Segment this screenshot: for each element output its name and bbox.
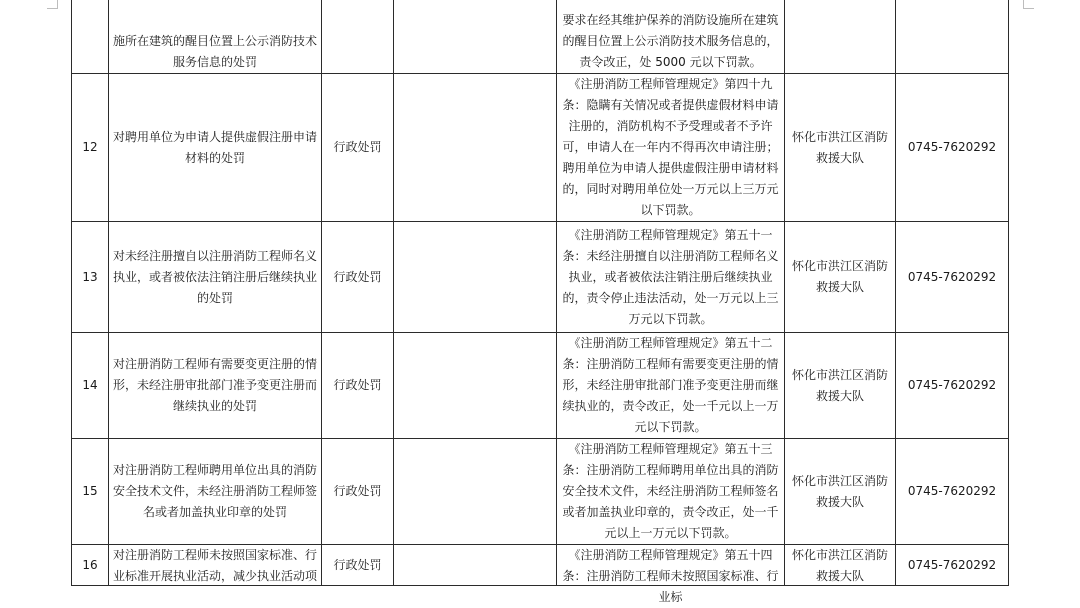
penalty-table bbox=[71, 0, 1009, 604]
page-corner-mark-right-h bbox=[1023, 8, 1034, 9]
page-corner-mark-left-h bbox=[47, 8, 58, 9]
item-name-cell bbox=[109, 545, 322, 586]
phone: 0745-7620292 bbox=[896, 333, 1009, 439]
row-number: 13 bbox=[72, 222, 109, 333]
agency-cell bbox=[785, 0, 896, 74]
row-number: 12 bbox=[72, 74, 109, 222]
blank-cell bbox=[394, 74, 557, 222]
item-name: 对注册消防工程师有需要变更注册的情形，未经注册审批部门准予变更注册而继续执业的处罚 bbox=[109, 333, 322, 439]
item-name: 对未经注册擅自以注册消防工程师名义执业，或者被依法注销注册后继续执业的处罚 bbox=[109, 222, 322, 333]
page-corner-mark-right bbox=[1023, 0, 1024, 8]
row-number: 16 bbox=[72, 545, 109, 586]
agency-cell bbox=[785, 545, 896, 586]
category: 行政处罚 bbox=[322, 74, 394, 222]
row-number bbox=[72, 0, 109, 74]
blank-cell bbox=[394, 222, 557, 333]
blank-cell bbox=[394, 439, 557, 545]
legal-basis-cell bbox=[557, 545, 785, 604]
table-row bbox=[72, 0, 1009, 74]
legal-basis: 《注册消防工程师管理规定》第五十二条：注册消防工程师有需要变更注册的情形，未经注册审批部门准予变更注册而继续执业的，责令改正，处一千元以上一万元以下罚款。 bbox=[557, 333, 785, 439]
legal-basis: 《注册消防工程师管理规定》第五十三条：注册消防工程师聘用单位出具的消防安全技术文件，未经注册消防工程师签名或者加盖执业印章的，责令改正，处一千元以上一万元以下罚款。 bbox=[557, 439, 785, 545]
table-row bbox=[72, 74, 1009, 222]
item-name: 施所在建筑的醒目位置上公示消防技术服务信息的处罚 bbox=[112, 34, 317, 69]
table-row bbox=[72, 333, 1009, 439]
table-row bbox=[72, 222, 1009, 333]
phone: 0745-7620292 bbox=[896, 222, 1009, 333]
agency: 怀化市洪江区消防救援大队 bbox=[785, 74, 896, 222]
blank-cell bbox=[394, 545, 557, 586]
agency: 怀化市洪江区消防救援大队 bbox=[785, 439, 896, 545]
agency: 怀化市洪江区消防救援大队 bbox=[791, 548, 888, 583]
legal-basis: 要求在经其维护保养的消防设施所在建筑的醒目位置上公示消防技术服务信息的，责令改正，处 5000 元以下罚款。 bbox=[562, 13, 779, 69]
blank-cell bbox=[394, 0, 557, 74]
table-row bbox=[72, 439, 1009, 545]
row-number: 15 bbox=[72, 439, 109, 545]
legal-basis: 《注册消防工程师管理规定》第五十四条：注册消防工程师未按照国家标准、行业标 bbox=[562, 548, 779, 604]
agency: 怀化市洪江区消防救援大队 bbox=[785, 222, 896, 333]
item-name: 对注册消防工程师聘用单位出具的消防安全技术文件，未经注册消防工程师签名或者加盖执业印章的处罚 bbox=[109, 439, 322, 545]
phone-cell bbox=[896, 0, 1009, 74]
legal-basis: 《注册消防工程师管理规定》第四十九条：隐瞒有关情况或者提供虚假材料申请注册的，消防机构不予受理或者不予许可，申请人在一年内不得再次申请注册；聘用单位为申请人提供虚假注册申请材料的，同时对聘用单位处一万元以上三万元以下罚款。 bbox=[557, 74, 785, 222]
table-row bbox=[72, 545, 1009, 586]
phone: 0745-7620292 bbox=[896, 439, 1009, 545]
blank-cell bbox=[394, 333, 557, 439]
page-corner-mark-left bbox=[57, 0, 58, 8]
item-name: 对聘用单位为申请人提供虚假注册申请材料的处罚 bbox=[109, 74, 322, 222]
category-cell bbox=[322, 0, 394, 74]
phone: 0745-7620292 bbox=[896, 545, 1009, 586]
legal-basis-cell bbox=[557, 0, 785, 74]
category: 行政处罚 bbox=[322, 545, 394, 586]
item-name-cell bbox=[109, 0, 322, 74]
category: 行政处罚 bbox=[322, 439, 394, 545]
agency: 怀化市洪江区消防救援大队 bbox=[785, 333, 896, 439]
item-name: 对注册消防工程师未按照国家标准、行业标准开展执业活动，减少执业活动项 bbox=[112, 548, 317, 583]
row-number: 14 bbox=[72, 333, 109, 439]
phone: 0745-7620292 bbox=[896, 74, 1009, 222]
category: 行政处罚 bbox=[322, 222, 394, 333]
category: 行政处罚 bbox=[322, 333, 394, 439]
legal-basis: 《注册消防工程师管理规定》第五十一条：未经注册擅自以注册消防工程师名义执业，或者被依法注销注册后继续执业的，责令停止违法活动，处一万元以上三万元以下罚款。 bbox=[557, 222, 785, 333]
